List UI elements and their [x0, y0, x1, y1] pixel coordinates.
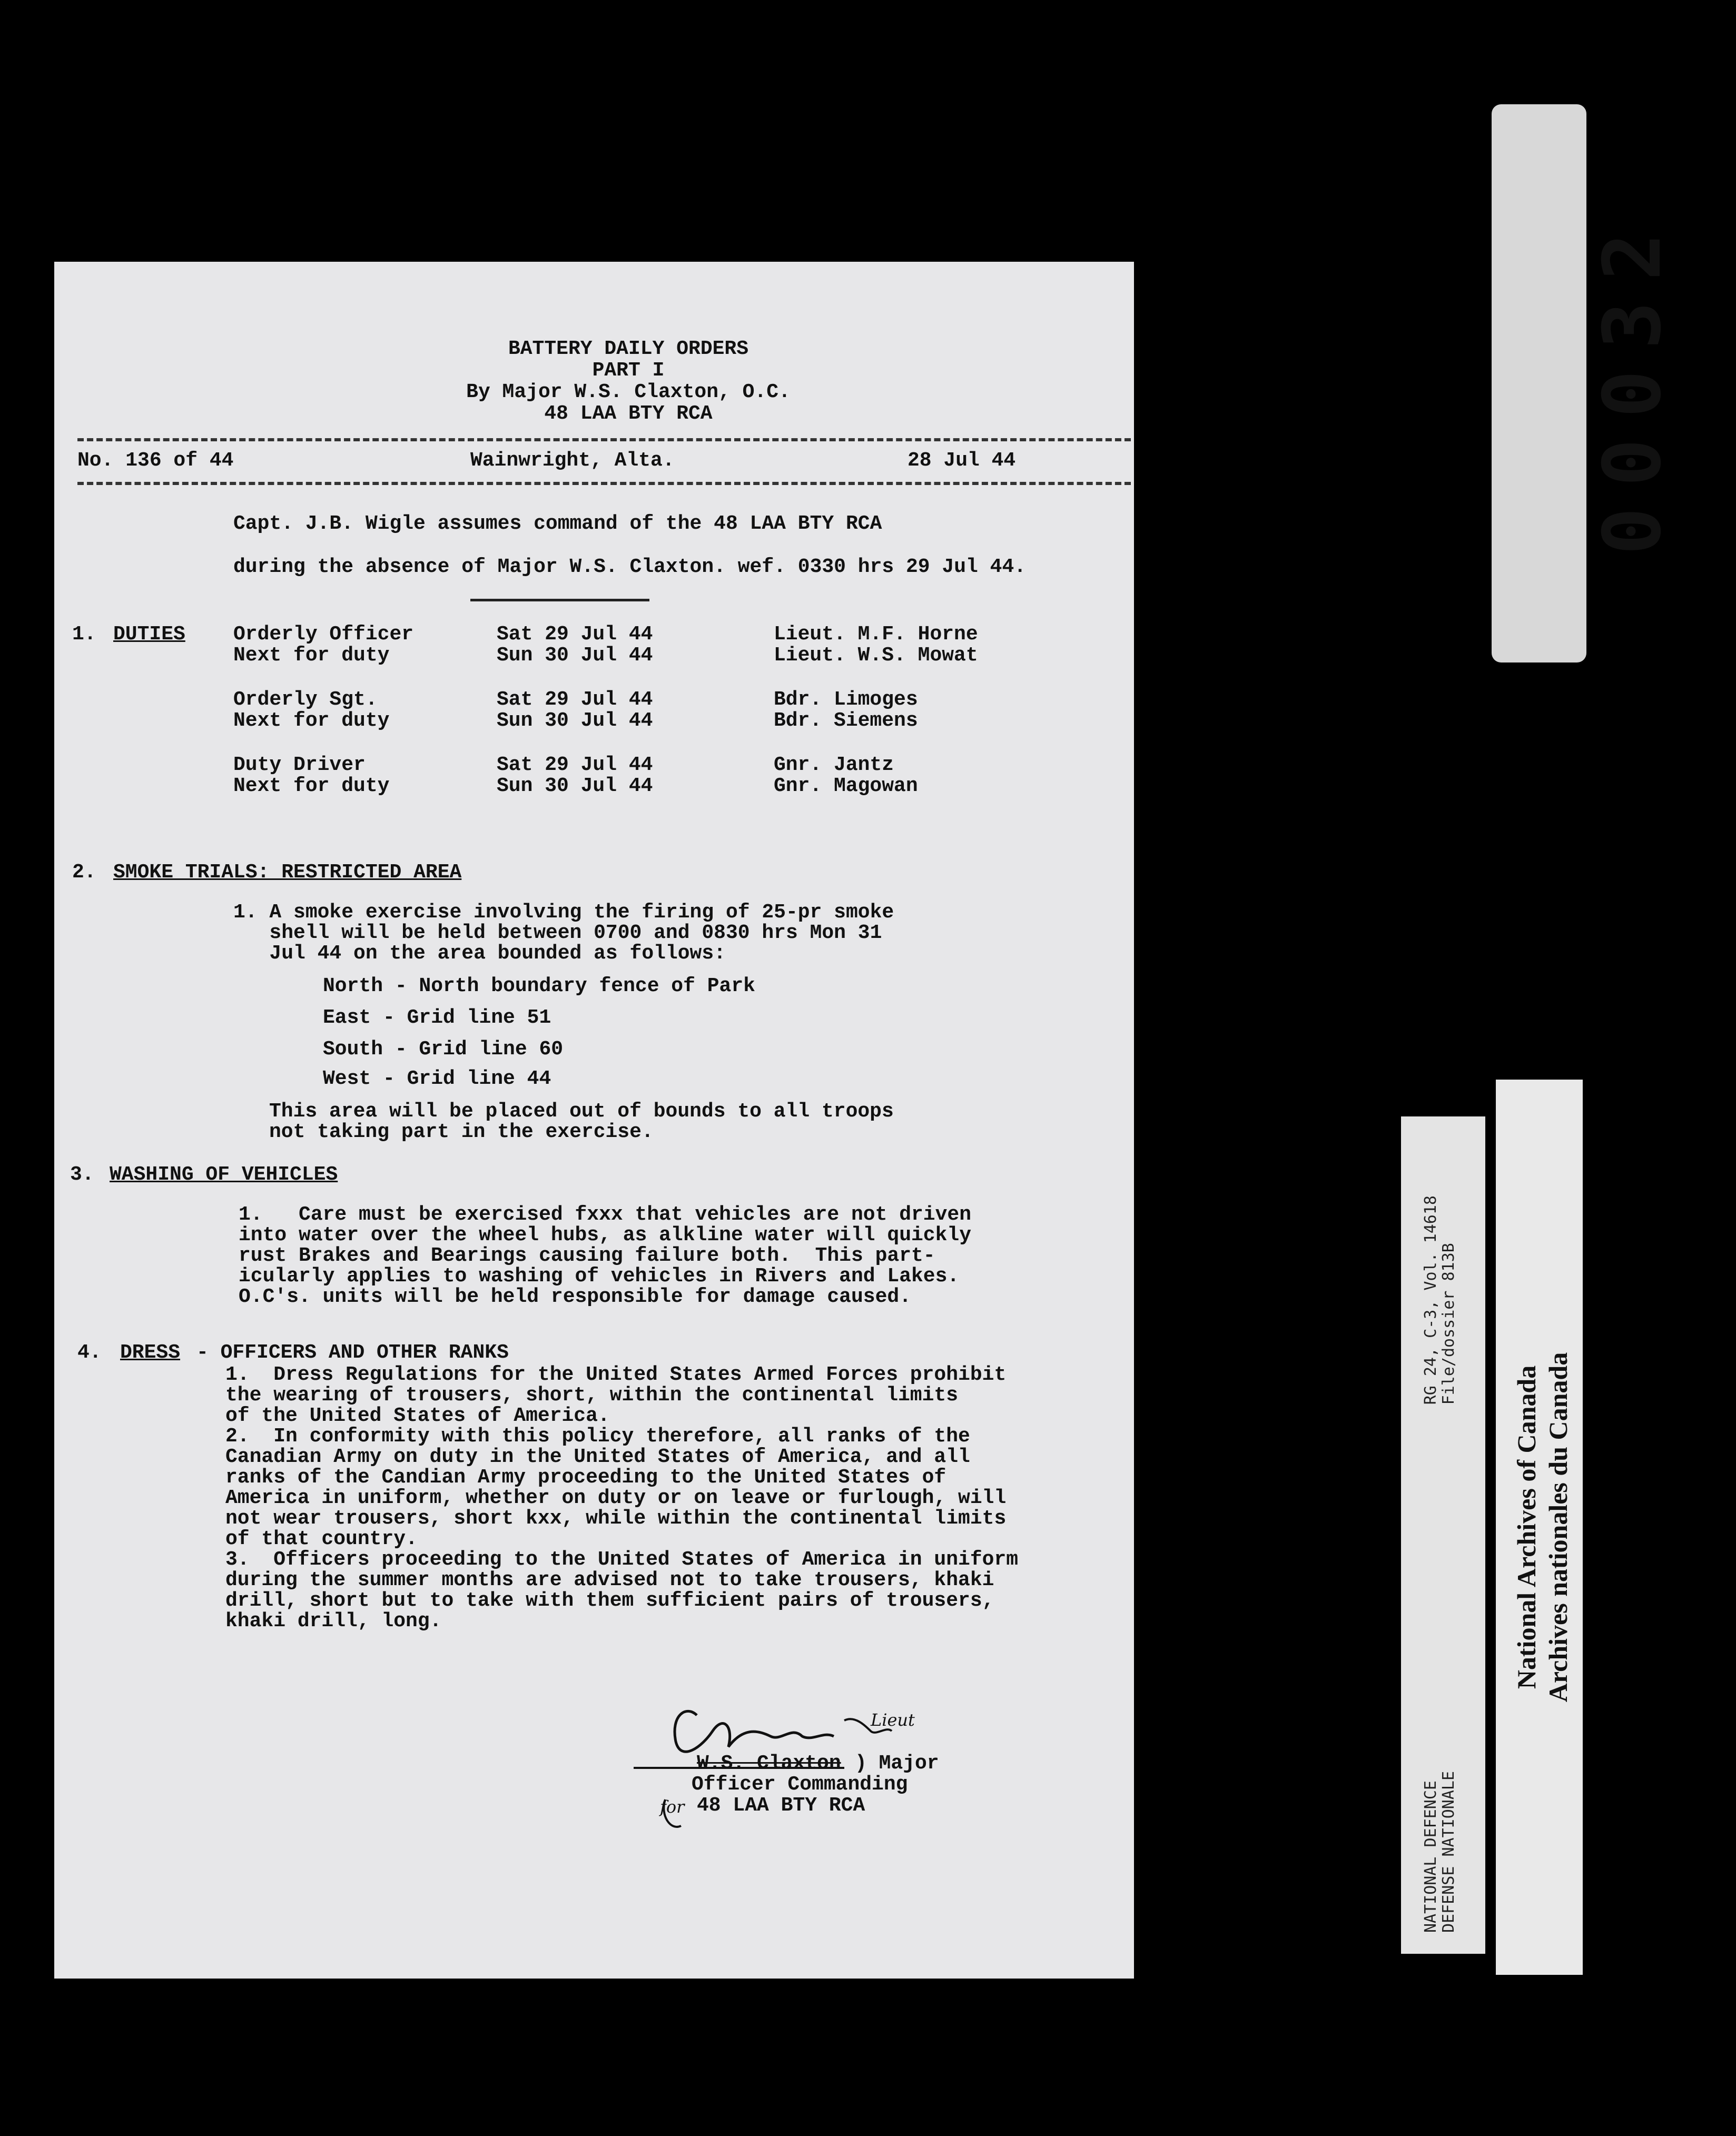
dashed-divider-top [77, 438, 1131, 441]
duty-date: Sun 30 Jul 44 [497, 775, 653, 797]
archives-label [1496, 1080, 1583, 1975]
archives-name-en: National Archives of Canada [1512, 1365, 1541, 1689]
national-defence-text [1422, 1771, 1458, 1933]
dress-heading: DRESS [120, 1341, 181, 1364]
command-line-1: Capt. J.B. Wigle assumes command of the 48 LAA BTY RCA [233, 512, 882, 535]
duty-name: Bdr. Limoges [774, 688, 918, 711]
header-part: PART I [592, 359, 665, 382]
frame-number-strip [1492, 104, 1679, 662]
order-place: Wainwright, Alta. [470, 449, 675, 472]
duty-date: Sat 29 Jul 44 [497, 754, 653, 776]
frame-number: 00032 [1587, 212, 1679, 555]
duty-role: Orderly Officer [233, 623, 414, 646]
dress-subheading: - OFFICERS AND OTHER RANKS [196, 1341, 509, 1364]
national-defence-fr: DEFENSE NATIONALE [1439, 1771, 1458, 1933]
washing-text: 1. Care must be exercised fxxx that vehicles are not driven into water over the wheel hubs, as alkline water will quickly rust Brakes and Bearings causing failure both. This part- icularly applies to washing of vehicles in Rivers and Lakes. O.C's. units will be held responsible for damage caused. [239, 1203, 972, 1308]
reference-line-1: RG 24, C-3, Vol. 14618 [1422, 1195, 1440, 1405]
dress-number: 4. [77, 1341, 102, 1364]
duty-name: Bdr. Siemens [774, 709, 918, 732]
reference-label [1401, 1116, 1485, 1954]
command-line-2: during the absence of Major W.S. Claxton. wef. 0330 hrs 29 Jul 44. [233, 556, 1027, 578]
smoke-heading: SMOKE TRIALS: RESTRICTED AREA [113, 861, 462, 884]
signature-block [623, 1694, 960, 1852]
duty-role: Next for duty [233, 709, 390, 732]
bound-line: West - Grid line 44 [323, 1067, 551, 1090]
dress-text: 1. Dress Regulations for the United States Armed Forces prohibit the wearing of trousers, short, within the continental limits of the United States of America. 2. In conformity with this policy therefore, all ranks of the Canadian Army on duty in the United States of America, and all ranks of the Candian Army proceeding to the United States of America in uniform, whether on duty or on leave or furlough, will not wear trousers, short kxx, while within the continental limits of that country. 3. Officers proceeding to the United States of America in uniform during the summer months are advised not to take trousers, khaki drill, short but to take with them sufficient pairs of trousers, khaki drill, long. [225, 1363, 1019, 1633]
signature-title: Officer Commanding [692, 1773, 908, 1796]
signature-lieut: Lieut [871, 1710, 915, 1730]
duties-heading: DUTIES [113, 623, 185, 646]
duty-role: Next for duty [233, 644, 390, 667]
duties-number: 1. [72, 623, 96, 646]
order-number: No. 136 of 44 [77, 449, 234, 472]
signature-for: for [660, 1797, 685, 1817]
dashed-divider-bottom [77, 482, 1131, 485]
short-rule [470, 599, 649, 601]
header-by: By Major W.S. Claxton, O.C. [466, 381, 791, 403]
document-page [54, 262, 1134, 1979]
bound-line: South - Grid line 60 [323, 1038, 564, 1061]
header-title: BATTERY DAILY ORDERS [508, 338, 749, 360]
duty-name: Gnr. Jantz [774, 754, 894, 776]
order-date: 28 Jul 44 [908, 449, 1016, 472]
reference-line-2: File/dossier 813B [1439, 1243, 1458, 1405]
duty-date: Sun 30 Jul 44 [497, 644, 653, 667]
signature-unit: 48 LAA BTY RCA [697, 1794, 865, 1817]
struck-name: W.S. Claxton [697, 1752, 841, 1775]
duty-name: Lieut. M.F. Horne [774, 623, 978, 646]
document-header [402, 338, 855, 424]
bound-line: North - North boundary fence of Park [323, 975, 755, 997]
archives-name-fr: Archives nationales du Canada [1543, 1352, 1573, 1703]
duty-date: Sat 29 Jul 44 [497, 688, 653, 711]
smoke-intro: 1. A smoke exercise involving the firing of 25-pr smoke shell will be held between 0700 and 0830 hrs Mon 31 Jul 44 on the area bounded as follows: [233, 901, 894, 965]
smoke-number: 2. [72, 861, 96, 884]
washing-heading: WASHING OF VEHICLES [110, 1163, 338, 1186]
duty-date: Sat 29 Jul 44 [497, 623, 653, 646]
duty-name: Gnr. Magowan [774, 775, 918, 797]
duty-role: Orderly Sgt. [233, 688, 378, 711]
duty-name: Lieut. W.S. Mowat [774, 644, 978, 667]
smoke-outro: This area will be placed out of bounds to all troops not taking part in the exercise. [269, 1100, 894, 1143]
duty-date: Sun 30 Jul 44 [497, 709, 653, 732]
bound-line: East - Grid line 51 [323, 1006, 551, 1029]
national-defence-en: NATIONAL DEFENCE [1422, 1781, 1440, 1933]
reference-numbers [1422, 1195, 1458, 1405]
duty-role: Next for duty [233, 775, 390, 797]
header-unit: 48 LAA BTY RCA [544, 402, 713, 425]
signature-rank: ) Major [855, 1752, 939, 1775]
washing-number: 3. [70, 1163, 94, 1186]
duty-role: Duty Driver [233, 754, 366, 776]
